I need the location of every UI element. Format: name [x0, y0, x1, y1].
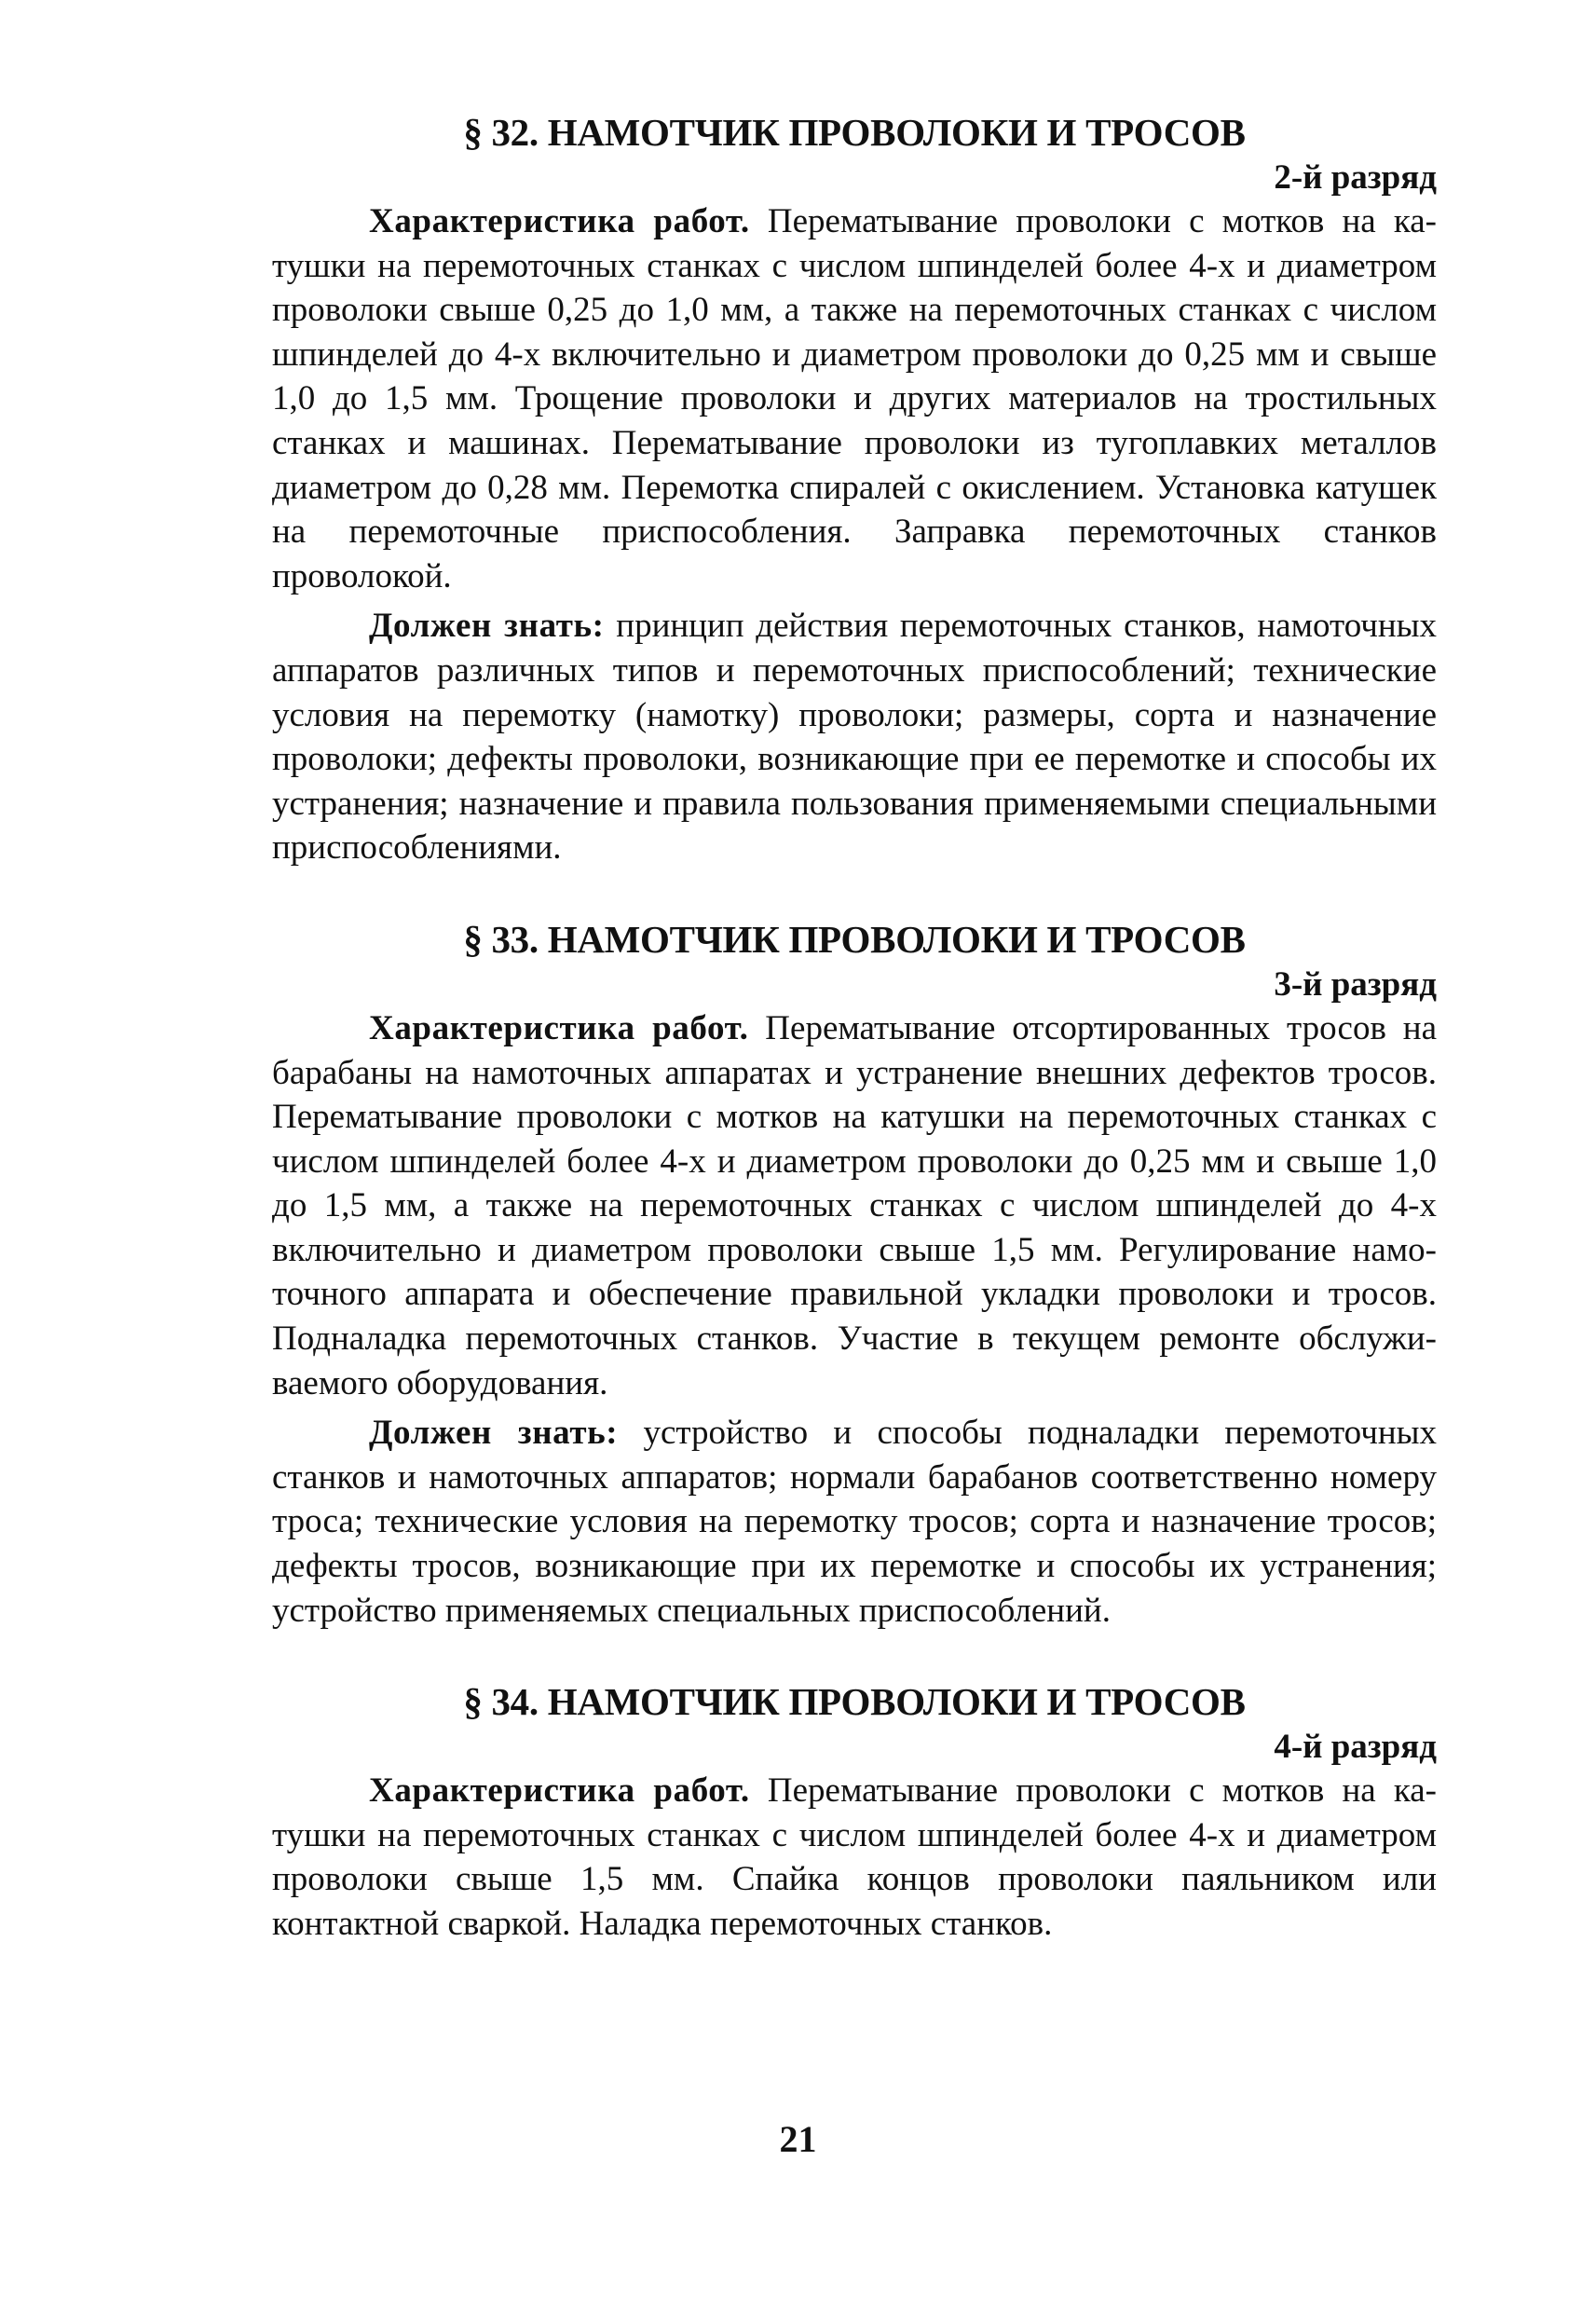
knowledge-text: принцип действия перемоточных станков, намоточных аппаратов различных типов и перемоточных приспособлений; технические условия на перемотку (намотку) проволоки; размеры, сорта и назначение проволоки; дефекты проволоки, возникающие при ее перемотке и способы их устранения; назначение и правила пользования применяемыми специальными приспособлениями. — [272, 607, 1437, 868]
required-knowledge — [272, 604, 1437, 870]
section-title: § 32. НАМОТЧИК ПРОВОЛОКИ И ТРОСОВ — [463, 111, 1246, 154]
knowledge-text: устройство и способы подналадки перемоточных станков и намоточных аппаратов; нормали барабанов соответственно номеру троса; технические условия на перемотку тросов; сорта и назначение тросов; дефекты тросов, возникающие при их перемотке и способы их устранения; устройство применяемых специальных приспособлений. — [272, 1414, 1437, 1630]
required-knowledge — [272, 1411, 1437, 1633]
section-33 — [272, 917, 1437, 1633]
grade-label: 3-й разряд — [1274, 964, 1437, 1004]
work-characteristic — [272, 1006, 1437, 1405]
characteristic-text: Перематывание отсортированных тросов на барабаны на намоточных аппаратах и устранение внешних дефектов тросов. Перематывание проволоки с мотков на катушки на перемоточных станках с числом шпинделей более 4-х и диаметром проволоки до 0,25 мм и свыше 1,0 до 1,5 мм, а также на перемоточных станках с числом шпинделей до 4-х включительно и диаметром проволоки свыше 1,5 мм. Регулирование намоточного аппарата и обеспечение правильной укладки проволоки и тросов. Подналадка перемоточных станков. Участие в текущем ремонте обслуживаемого оборудования. — [272, 1008, 1437, 1402]
characteristic-text: Перематывание проволоки с мотков на катушки на перемоточных станках с числом шпинделей более 4-х и диаметром проволоки свыше 0,25 до 1,0 мм, а также на перемоточных станках с числом шпинделей до 4-х включительно и диаметром проволоки до 0,25 мм и свыше 1,0 до 1,5 мм. Трощение проволоки и других материалов на тростильных станках и машинах. Перематывание проволоки из тугоплавких металлов диаметром до 0,28 мм. Перемотка спиралей с окислением. Установка катушек на перемоточные приспособления. Заправка перемоточных станков проволокой. — [272, 202, 1437, 595]
document-page — [272, 110, 1437, 1947]
knowledge-label: Должен знать: — [369, 1414, 619, 1453]
characteristic-label: Характеристика работ. — [369, 202, 750, 240]
characteristic-label: Характеристика работ. — [369, 1008, 749, 1047]
section-title: § 33. НАМОТЧИК ПРОВОЛОКИ И ТРОСОВ — [463, 917, 1246, 961]
section-34 — [272, 1679, 1437, 1946]
grade-label: 2-й разряд — [1274, 158, 1437, 197]
section-32 — [272, 110, 1437, 870]
characteristic-text: Перематывание проволоки с мотков на катушки на перемоточных станках с числом шпинделей более 4-х и диаметром проволоки свыше 1,5 мм. Спайка концов проволоки паяльником или контактной сваркой. Наладка перемоточных станков. — [272, 1771, 1437, 1943]
work-characteristic — [272, 199, 1437, 598]
section-title: § 34. НАМОТЧИК ПРОВОЛОКИ И ТРОСОВ — [463, 1680, 1246, 1724]
characteristic-label: Характеристика работ. — [369, 1771, 750, 1811]
page-number: 21 — [779, 2118, 817, 2160]
knowledge-label: Должен знать: — [369, 607, 605, 646]
work-characteristic — [272, 1769, 1437, 1946]
grade-label: 4-й разряд — [1274, 1728, 1437, 1767]
